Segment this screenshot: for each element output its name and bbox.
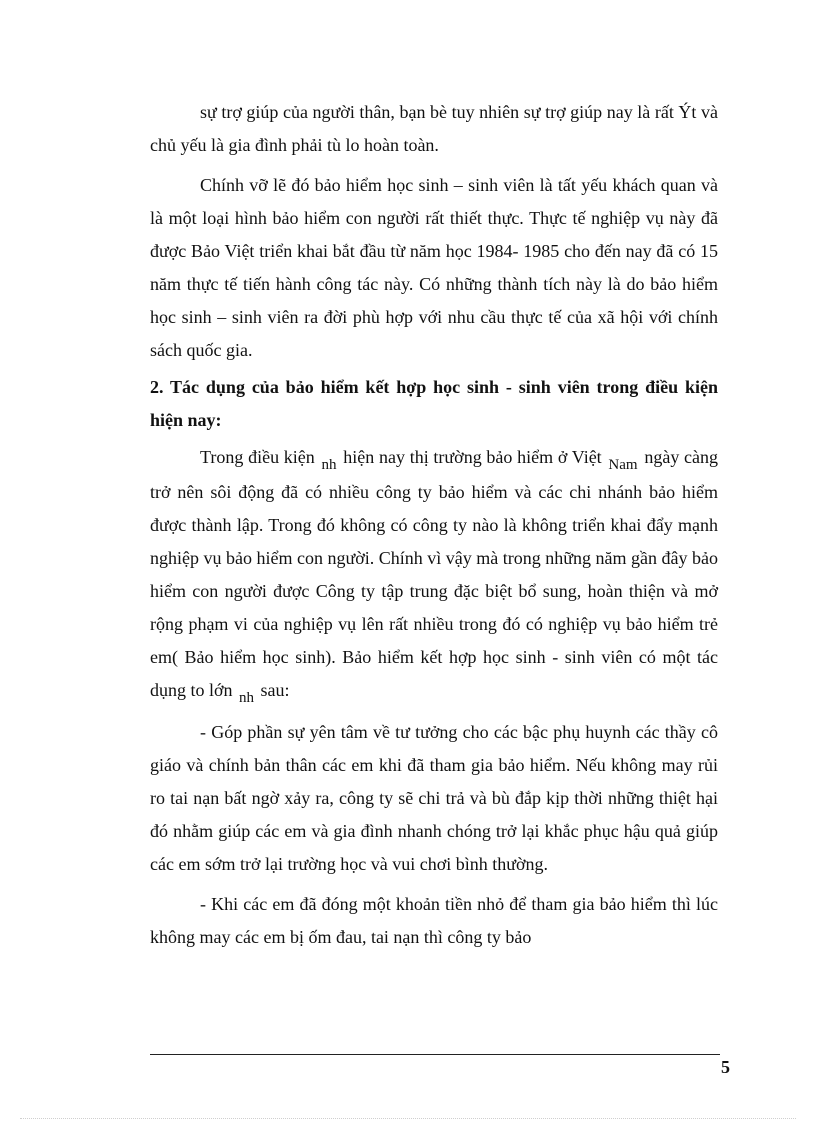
paragraph-text: sau:: [260, 680, 290, 700]
paragraph-bullet-2: [150, 888, 718, 954]
stray-subscript: nh: [321, 457, 337, 473]
footer-divider: [150, 1054, 720, 1055]
paragraph-text: hiện nay thị trường bảo hiểm ở Việt: [343, 447, 602, 467]
paragraph-text: - Khi các em đã đóng một khoản tiền nhỏ để tham gia bảo hiểm thì lúc không may các em bị ốm đau, tai nạn thì công ty bảo: [150, 894, 718, 947]
paragraph-bullet-1: [150, 716, 718, 881]
paragraph-text: ngày càng trở nên sôi động đã có nhiều công ty bảo hiểm và các chi nhánh bảo hiểm được thành lập. Trong đó không có công ty nào là không triển khai đẩy mạnh nghiệp vụ bảo hiểm con người. Chính vì vậy mà trong những năm gần đây bảo hiểm con người được Công ty tập trung đặc biệt bổ sung, hoàn thiện và mở rộng phạm vi của nghiệp vụ lên rất nhiều trong đó có nghiệp vụ bảo hiểm trẻ em( Bảo hiểm học sinh). Bảo hiểm kết hợp học sinh - sinh viên có một tác dụng to lớn: [150, 447, 719, 700]
stray-subscript: Nam: [608, 457, 638, 473]
page-body: [150, 96, 718, 954]
paragraph-text: sự trợ giúp của người thân, bạn bè tuy nhiên sự trợ giúp nay là rất Ýt và chủ yếu là gia đình phải tù lo hoàn toàn.: [150, 102, 718, 155]
paragraph-text: - Góp phần sự yên tâm về tư tưởng cho các bậc phụ huynh các thầy cô giáo và chính bản thân các em khi đã tham gia bảo hiểm. Nếu không may rủi ro tai nạn bất ngờ xảy ra, công ty sẽ chi trả và bù đắp kịp thời những thiệt hại đó nhằm giúp các em và gia đình nhanh chóng trở lại khắc phục hậu quả giúp các em sớm trở lại trường học và vui chơi bình thường.: [150, 722, 718, 874]
paragraph-text: Chính vỡ lẽ đó bảo hiểm học sinh – sinh viên là tất yếu khách quan và là một loại hình bảo hiểm con người rất thiết thực. Thực tế nghiệp vụ này đã được Bảo Việt triển khai bắt đầu từ năm học 1984- 1985 cho đến nay đã có 15 năm thực tế tiến hành công tác này. Có những thành tích này là do bảo hiểm học sinh – sinh viên ra đời phù hợp với nhu cầu thực tế của xã hội với chính sách quốc gia.: [150, 175, 718, 360]
paragraph-market: [150, 441, 718, 709]
section-heading: [150, 371, 718, 437]
page-number: 5: [721, 1057, 730, 1077]
paragraph-reason: [150, 169, 718, 367]
section-heading-text: 2. Tác dụng của bảo hiểm kết hợp học sinh - sinh viên trong điều kiện hiện nay:: [150, 377, 718, 430]
stray-subscript: nh: [239, 690, 255, 706]
page-edge-divider: [20, 1118, 796, 1119]
paragraph-continuation: [150, 96, 718, 162]
paragraph-text: Trong điều kiện: [200, 447, 315, 467]
